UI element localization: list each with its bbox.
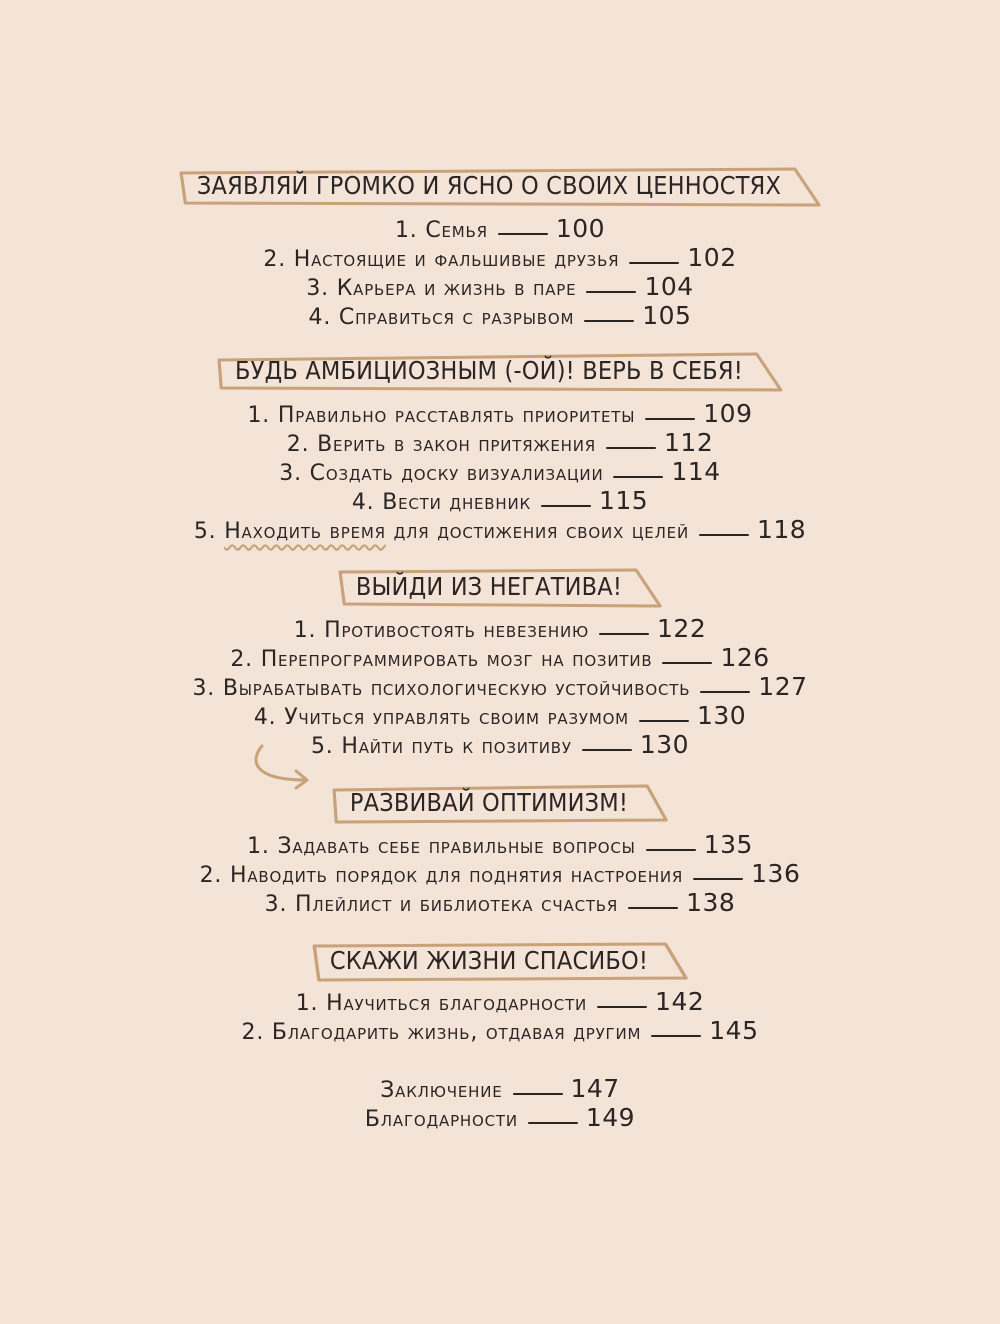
page-number: 100 (555, 214, 606, 243)
entry-text: 1. Семья (394, 218, 488, 243)
page-number: 102 (687, 243, 737, 272)
toc-entry[interactable] (0, 215, 1000, 245)
toc-entry[interactable] (0, 400, 1000, 430)
section-title: БУДЬ АМБИЦИОЗНЫМ (-ОЙ)! ВЕРЬ В СЕБЯ! (235, 356, 743, 385)
leader-dash (639, 720, 689, 722)
page-number: 145 (709, 1016, 759, 1045)
page-number: 104 (644, 272, 694, 301)
leader-dash (606, 447, 656, 449)
page-number: 135 (703, 830, 753, 859)
toc-entry[interactable] (0, 302, 1000, 332)
entry-text: 4. Вести дневник (351, 490, 531, 515)
entry-text: 2. Верить в закон притяжения (286, 432, 597, 457)
leader-dash (645, 418, 695, 420)
section-heading-3 (0, 568, 1000, 608)
toc-entry[interactable] (0, 988, 1000, 1018)
page-number: 118 (756, 515, 807, 544)
page-number: 114 (671, 457, 721, 486)
section-title: ВЫЙДИ ИЗ НЕГАТИВА! (355, 572, 623, 601)
entry-text: 1. Задавать себе правильные вопросы (247, 834, 636, 859)
page-number: 147 (570, 1074, 620, 1103)
toc-entry[interactable] (0, 860, 1000, 890)
toc-entry[interactable] (0, 731, 1000, 761)
toc-entry[interactable] (0, 615, 1000, 645)
entry-text: 1. Научиться благодарности (295, 991, 588, 1016)
section-heading-2 (0, 352, 1000, 392)
toc-entry-acknowledgements[interactable] (0, 1104, 1000, 1134)
toc-entry[interactable] (0, 889, 1000, 919)
leader-dash (693, 878, 743, 880)
page-number: 149 (585, 1103, 636, 1132)
entry-text: 5. Найти путь к позитиву (310, 734, 572, 759)
page-number: 142 (655, 987, 705, 1016)
leader-dash (651, 1035, 701, 1037)
section-title: ЗАЯВЛЯЙ ГРОМКО И ЯСНО О СВОИХ ЦЕННОСТЯХ (196, 171, 782, 200)
toc-entry[interactable] (0, 702, 1000, 732)
leader-dash (662, 662, 712, 664)
page-number: 109 (703, 399, 753, 428)
section-banner (217, 352, 783, 392)
entry-text: 2. Наводить порядок для поднятия настроения (199, 863, 684, 888)
leader-dash (646, 849, 696, 851)
toc-entry[interactable] (0, 458, 1000, 488)
toc-entry[interactable] (0, 244, 1000, 274)
entry-text: Благодарности (364, 1107, 518, 1132)
section-heading-5 (0, 942, 1000, 982)
entry-text-rest: для достижения своих целей (385, 519, 689, 544)
section-heading-4 (0, 784, 1000, 824)
leader-dash (528, 1122, 578, 1124)
page-number: 105 (642, 301, 692, 330)
entry-text: 4. Учиться управлять своим разумом (253, 705, 629, 730)
leader-dash (597, 1006, 647, 1008)
toc-entry[interactable] (0, 516, 1000, 546)
section-title: СКАЖИ ЖИЗНИ СПАСИБО! (329, 946, 649, 975)
leader-dash (586, 291, 636, 293)
toc-entry[interactable] (0, 831, 1000, 861)
page-number: 138 (686, 888, 736, 917)
entry-text: 2. Настоящие и фальшивые друзья (263, 247, 620, 272)
entry-text: 3. Вырабатывать психологическую устойчивость (192, 676, 691, 701)
entry-text-highlight: Находить время (224, 519, 386, 544)
entry-text: 1. Правильно расставлять приоритеты (247, 403, 636, 428)
toc-entry[interactable] (0, 644, 1000, 674)
toc-entry[interactable] (0, 487, 1000, 517)
leader-dash (513, 1093, 563, 1095)
entry-text: Заключение (380, 1078, 503, 1103)
entry-text: 1. Противостоять невезению (293, 618, 590, 643)
leader-dash (700, 691, 750, 693)
page-number: 130 (639, 730, 690, 759)
entry-text: 2. Перепрограммировать мозг на позитив (230, 647, 653, 672)
page-number: 115 (598, 486, 649, 515)
entry-text: 4. Справиться с разрывом (308, 305, 575, 330)
page-number: 126 (720, 643, 770, 672)
section-banner (312, 942, 688, 982)
entry-text: 2. Благодарить жизнь, отдавая другим (241, 1020, 642, 1045)
toc-entry-conclusion[interactable] (0, 1075, 1000, 1105)
page-number: 112 (664, 428, 714, 457)
leader-dash (699, 534, 749, 536)
section-title: РАЗВИВАЙ ОПТИМИЗМ! (349, 788, 629, 817)
leader-dash (628, 907, 678, 909)
toc-entry[interactable] (0, 673, 1000, 703)
entry-text: 3. Создать доску визуализации (279, 461, 604, 486)
toc-entry[interactable] (0, 1017, 1000, 1047)
section-banner (338, 568, 662, 608)
entry-text: 3. Плейлист и библиотека счастья (264, 892, 619, 917)
toc-entry[interactable] (0, 429, 1000, 459)
leader-dash (599, 633, 649, 635)
page-number: 136 (751, 859, 801, 888)
page-number: 130 (696, 701, 747, 730)
page-number: 122 (657, 614, 707, 643)
leader-dash (582, 749, 632, 751)
entry-text-prefix: 5. (193, 519, 225, 544)
leader-dash (629, 262, 679, 264)
leader-dash (584, 320, 634, 322)
page-number: 127 (758, 672, 808, 701)
entry-text: 3. Карьера и жизнь в паре (306, 276, 577, 301)
leader-dash (541, 505, 591, 507)
section-banner (332, 784, 668, 824)
leader-dash (613, 476, 663, 478)
leader-dash (498, 233, 548, 235)
toc-entry[interactable] (0, 273, 1000, 303)
section-heading-1 (0, 167, 1000, 207)
section-banner (179, 167, 821, 207)
